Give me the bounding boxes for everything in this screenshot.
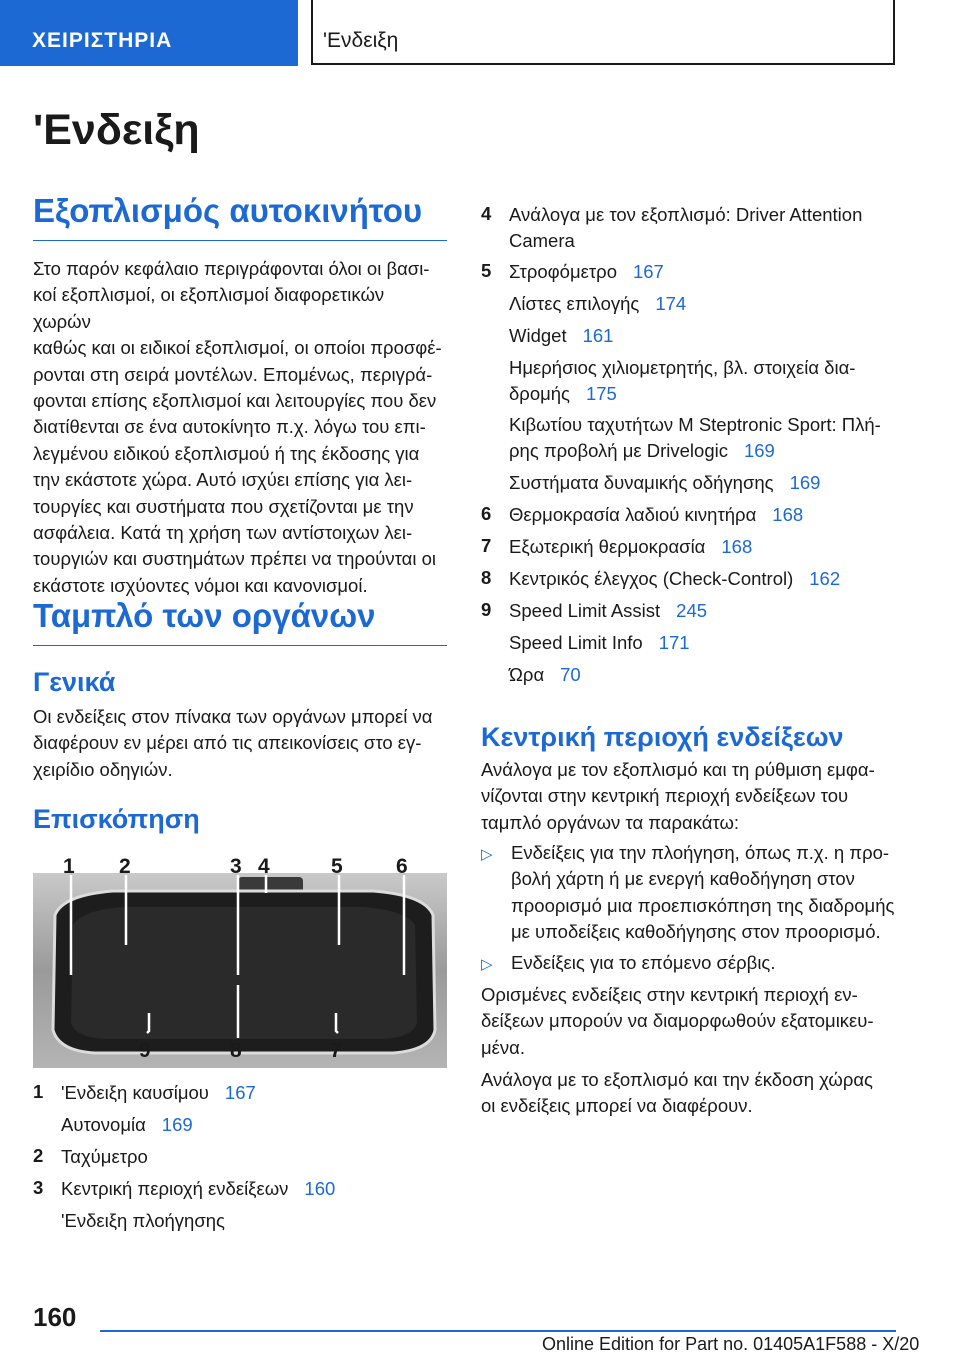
callout-5: 5 <box>331 855 343 878</box>
bullet-triangle-icon: ▷ <box>481 846 493 863</box>
legend-text: Speed Limit Info <box>509 632 643 653</box>
legend-item <box>509 662 581 688</box>
legend-item <box>509 259 664 285</box>
legend-text: Ανάλογα με τον εξοπλισμό: Driver Attention <box>509 204 863 225</box>
legend-item <box>61 1144 148 1170</box>
page-title: 'Ενδειξη <box>33 106 200 154</box>
bullet-triangle-icon: ▷ <box>481 956 493 973</box>
section-title-equipment: Εξοπλισμός αυτοκινήτου <box>33 192 447 241</box>
text-line: τουργιών και συστημάτων πρέπει να τηρούνται οι <box>33 548 436 570</box>
legend-number: 8 <box>481 567 492 588</box>
legend-item <box>61 1080 256 1106</box>
legend-text: Θερμοκρασία λαδιού κινητήρα <box>509 504 757 525</box>
display-screen <box>71 907 417 1039</box>
text-line: χειρίδιο οδηγιών. <box>33 758 173 780</box>
legend-number: 5 <box>481 260 492 281</box>
legend-number: 7 <box>481 535 492 556</box>
legend-text: Widget <box>509 325 567 346</box>
legend-text: Στροφόμετρο <box>509 261 617 282</box>
text-line: διαφέρουν εν μέρει από τις απεικονίσεις στο εγ‐ <box>33 732 422 754</box>
text-line: προορισμό μια προεπισκόπηση της διαδρομής <box>511 894 895 916</box>
callout-2: 2 <box>119 855 131 878</box>
legend-number: 1 <box>33 1081 44 1102</box>
text-line: Οι ενδείξεις στον πίνακα των οργάνων μπορεί να <box>33 706 433 727</box>
instrument-cluster-figure <box>33 855 447 1068</box>
text-line: την εκάστοτε χώρα. Αυτό ισχύει επίσης για λει‐ <box>33 469 413 491</box>
central-area-paragraph <box>481 982 874 1061</box>
legend-text: ρης προβολή με Drivelogic <box>509 440 728 461</box>
legend-text: 'Ενδειξη καυσίμου <box>61 1082 209 1103</box>
text-line: τουργίες και συστήματα που σχετίζονται με την <box>33 495 414 517</box>
text-line: φονται επίσης εξοπλισμοί και λειτουργίες που δεν <box>33 390 437 412</box>
callout-6: 6 <box>396 855 408 878</box>
legend-text: Κεντρική περιοχή ενδείξεων <box>61 1178 289 1199</box>
callout-7: 7 <box>330 1039 342 1062</box>
text-line: ασφάλεια. Κατά τη χρήση των αντίστοιχων λει‐ <box>33 522 413 544</box>
central-area-intro <box>481 757 875 836</box>
page-reference-link[interactable]: 169 <box>789 472 821 493</box>
footer-edition-text: Online Edition for Part no. 01405A1F588 - X/20 <box>542 1334 920 1354</box>
page-reference-link[interactable]: 168 <box>772 504 804 525</box>
text-line: νίζονται στην κεντρική περιοχή ενδείξεων του <box>481 785 849 807</box>
general-paragraph <box>33 704 432 783</box>
legend-item <box>509 598 707 624</box>
text-line: Ανάλογα με το εξοπλισμό και την έκδοση χώρας <box>481 1069 873 1090</box>
legend-item <box>61 1176 335 1202</box>
callout-1: 1 <box>63 855 75 878</box>
page-reference-link[interactable]: 169 <box>743 440 775 461</box>
text-line: Ενδείξεις για το επόμενο σέρβις. <box>511 952 776 973</box>
legend-text: Ημερήσιος χιλιομετρητής, βλ. στοιχεία δια‐ <box>509 357 856 378</box>
text-line: Ορισμένες ενδείξεις στην κεντρική περιοχή εν‐ <box>481 984 858 1005</box>
subsection-title-central-area: Κεντρική περιοχή ενδείξεων <box>481 722 844 752</box>
legend-item <box>509 566 840 592</box>
legend-number: 2 <box>33 1145 44 1166</box>
text-line: οι ενδείξεις μπορεί να διαφέρουν. <box>481 1095 753 1117</box>
text-line: δείξεων μπορούν να διαμορφωθούν εξατομικευ‐ <box>481 1010 874 1032</box>
legend-item <box>509 630 690 656</box>
subsection-tab: 'Ενδειξη <box>311 0 895 65</box>
legend-item <box>61 1112 193 1138</box>
callout-8: 8 <box>230 1039 242 1062</box>
legend-item <box>61 1208 225 1234</box>
callout-4: 4 <box>258 855 270 878</box>
section-title-instrument-cluster: Ταμπλό των οργάνων <box>33 597 447 646</box>
legend-text: Κιβωτίου ταχυτήτων M Steptronic Sport: Πλή‐ <box>509 414 881 435</box>
page-reference-link[interactable]: 167 <box>632 261 664 282</box>
text-line: λεγμένου ειδικού εξοπλισμού ή της έκδοσης για <box>33 442 420 464</box>
legend-item <box>509 323 613 349</box>
legend-item <box>509 502 803 528</box>
text-line: εκάστοτε ισχύοντες νόμοι και κανονισμοί. <box>33 574 368 596</box>
footer-divider <box>100 1330 896 1332</box>
text-line: κοί εξοπλισμοί, οι εξοπλισμοί διαφορετικών χωρών <box>33 284 385 332</box>
subsection-title-overview: Επισκόπηση <box>33 804 200 834</box>
text-line: Ανάλογα με τον εξοπλισμό και τη ρύθμιση εμφα‐ <box>481 759 875 780</box>
central-area-paragraph <box>481 1067 873 1120</box>
page-reference-link[interactable]: 245 <box>676 600 708 621</box>
text-line: βολή χάρτη ή με ενεργή καθοδήγηση στον <box>511 868 855 890</box>
text-line: ταμπλό οργάνων τα παρακάτω: <box>481 811 740 833</box>
page-reference-link[interactable]: 70 <box>560 664 581 685</box>
legend-text: Αυτονομία <box>61 1114 146 1135</box>
legend-text: Ταχύμετρο <box>61 1146 148 1167</box>
text-line: μένα. <box>481 1036 525 1058</box>
legend-number: 9 <box>481 599 492 620</box>
page-reference-link[interactable]: 161 <box>582 325 614 346</box>
page-reference-link[interactable]: 171 <box>658 632 690 653</box>
callout-9: 9 <box>139 1039 151 1062</box>
page-reference-link[interactable]: 160 <box>304 1178 336 1199</box>
text-line: Στο παρόν κεφάλαιο περιγράφονται όλοι οι βασι‐ <box>33 258 430 279</box>
legend-number: 4 <box>481 203 492 224</box>
legend-text: δρομής <box>509 383 570 404</box>
legend-number: 3 <box>33 1177 44 1198</box>
legend-text: Κεντρικός έλεγχος (Check-Control) <box>509 568 794 589</box>
legend-item <box>509 202 862 254</box>
text-line: διατίθενται σε ένα αυτοκίνητο π.χ. λόγω του επι‐ <box>33 416 426 438</box>
page-reference-link[interactable]: 167 <box>224 1082 256 1103</box>
legend-text: Εξωτερική θερμοκρασία <box>509 536 706 557</box>
legend-item <box>509 470 820 496</box>
bullet-item <box>511 840 896 946</box>
page-reference-link[interactable]: 174 <box>655 293 687 314</box>
legend-text: Speed Limit Assist <box>509 600 661 621</box>
text-line: ρονται στη σειρά μοντέλων. Επομένως, περιγρά‐ <box>33 363 433 385</box>
legend-item <box>509 534 752 560</box>
page-reference-link[interactable]: 162 <box>809 568 841 589</box>
callout-3: 3 <box>230 855 242 878</box>
page-reference-link[interactable]: 169 <box>161 1114 193 1135</box>
page-header <box>0 0 960 66</box>
section-tab: ΧΕΙΡΙΣΤΗΡΙΑ <box>0 0 298 66</box>
legend-text: Camera <box>509 230 575 251</box>
subsection-title-general: Γενικά <box>33 667 116 697</box>
page-reference-link[interactable]: 175 <box>585 383 617 404</box>
legend-text: Συστήματα δυναμικής οδήγησης <box>509 472 774 493</box>
legend-item <box>509 291 686 317</box>
instrument-cluster-illustration <box>33 855 447 1068</box>
legend-item <box>509 412 881 464</box>
text-line: καθώς και οι ειδικοί εξοπλισμοί, οι οποίοι προσφέ‐ <box>33 337 442 359</box>
legend-text: Λίστες επιλογής <box>509 293 640 314</box>
page-reference-link[interactable]: 168 <box>721 536 753 557</box>
equipment-paragraph <box>33 256 447 599</box>
text-line: Ενδείξεις για την πλοήγηση, όπως π.χ. η προ‐ <box>511 842 890 863</box>
legend-item <box>509 355 855 407</box>
bullet-item <box>511 950 896 976</box>
legend-text: Ώρα <box>509 664 545 685</box>
legend-number: 6 <box>481 503 492 524</box>
legend-text: 'Ενδειξη πλοήγησης <box>61 1210 225 1231</box>
page-number: 160 <box>33 1302 77 1332</box>
text-line: με υποδείξεις καθοδήγησης στον προορισμό. <box>511 921 881 943</box>
